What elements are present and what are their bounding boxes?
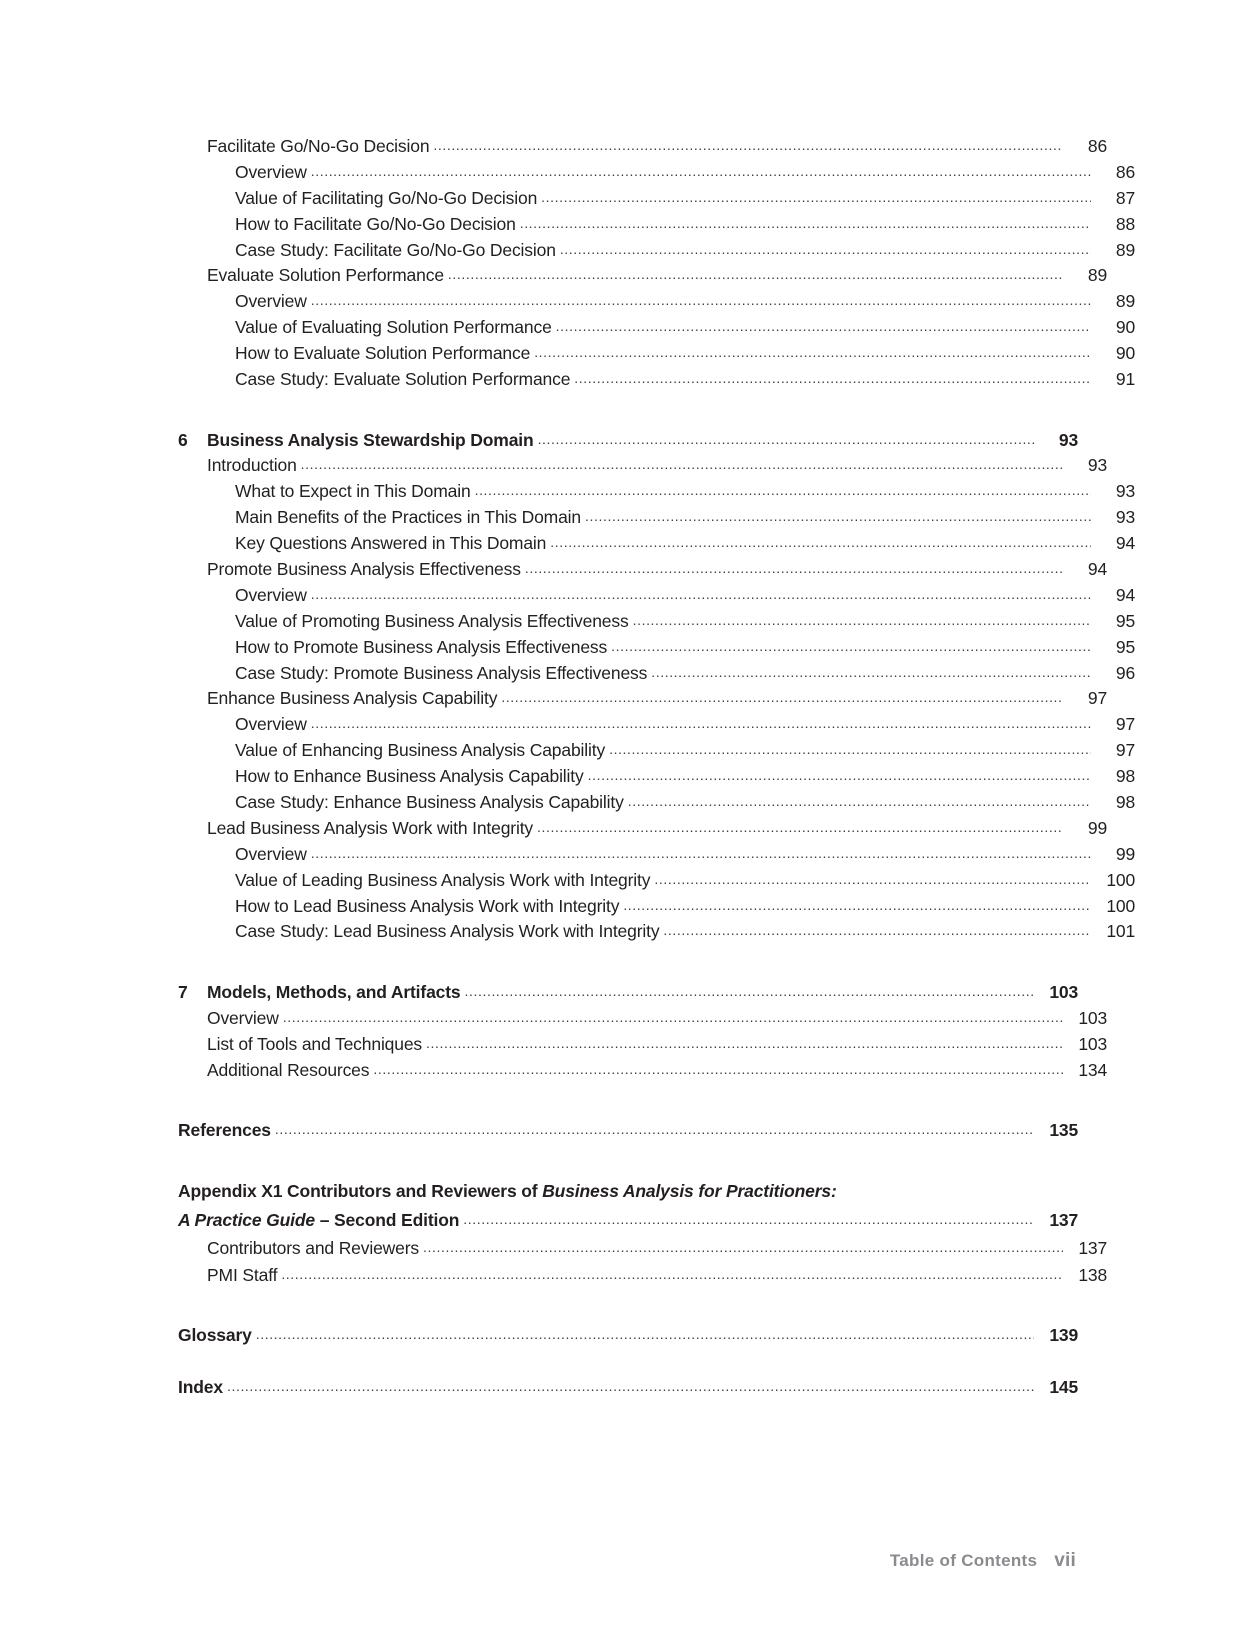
toc-page-number: 135 (1049, 1120, 1078, 1141)
appendix-title-line1 (178, 1180, 1078, 1201)
toc-entry[interactable] (178, 610, 1135, 631)
toc-leader-dots (311, 164, 1091, 178)
toc-entry[interactable] (178, 138, 1107, 156)
toc-page-number: 89 (1115, 239, 1135, 260)
toc-entry[interactable] (178, 1007, 1107, 1028)
toc-entry-label: What to Expect in This Domain (235, 481, 471, 502)
toc-entry[interactable] (178, 457, 1107, 475)
toc-entry-label: How to Evaluate Solution Performance (235, 343, 531, 364)
toc-leader-dots (373, 1062, 1063, 1076)
toc-page-number: 137 (1049, 1210, 1078, 1231)
toc-entry-label: Overview (235, 714, 307, 735)
toc-entry[interactable] (178, 895, 1135, 916)
toc-entry-label: Models, Methods, and Artifacts (207, 981, 461, 1002)
toc-leader-dots (609, 742, 1091, 756)
toc-entry-label: Glossary (178, 1325, 252, 1346)
toc-entry-label: Index (178, 1376, 223, 1397)
toc-leader-dots (628, 794, 1091, 808)
toc-entry[interactable] (178, 584, 1135, 605)
toc-entry-label: Value of Evaluating Solution Performance (235, 317, 552, 338)
toc-page-number: 145 (1049, 1376, 1078, 1397)
toc-page-number: 88 (1115, 213, 1135, 234)
toc-page-number: 134 (1078, 1059, 1107, 1080)
toc-entry[interactable] (178, 742, 1135, 760)
toc-page-number: 98 (1115, 791, 1135, 812)
toc-page-number: 103 (1078, 1007, 1107, 1028)
toc-entry-label: Case Study: Enhance Business Analysis Capability (235, 791, 624, 812)
toc-leader-dots (448, 267, 1063, 281)
toc-leader-dots (465, 984, 1035, 998)
toc-chapter-number: 6 (178, 429, 188, 450)
appendix-title-line2-label (178, 1210, 459, 1231)
toc-leader-dots (633, 613, 1091, 627)
toc-entry-label: Value of Enhancing Business Analysis Capability (235, 740, 606, 761)
toc-entry-label: How to Facilitate Go/No-Go Decision (235, 213, 516, 234)
toc-page-number: 98 (1115, 766, 1135, 787)
toc-leader-dots (311, 846, 1091, 860)
toc-page-number: 103 (1078, 1033, 1107, 1054)
toc-leader-dots (537, 820, 1063, 834)
toc-entry-label: How to Lead Business Analysis Work with Integrity (235, 895, 620, 916)
toc-leader-dots (275, 1122, 1034, 1136)
appendix-title-line2 (178, 1210, 1078, 1231)
toc-page-number: 90 (1115, 343, 1135, 364)
toc-entry-label: Contributors and Reviewers (207, 1238, 420, 1259)
toc-page-number: 139 (1049, 1325, 1078, 1346)
toc-entry[interactable] (178, 1059, 1107, 1080)
toc-leader-dots (281, 1267, 1063, 1281)
toc-leader-dots (550, 535, 1091, 549)
toc-leader-dots (663, 923, 1091, 937)
toc-leader-dots (534, 345, 1091, 359)
toc-leader-dots (541, 190, 1091, 204)
toc-entry-label: References (178, 1120, 271, 1141)
toc-leader-dots (311, 587, 1091, 601)
toc-leader-dots (611, 639, 1091, 653)
appendix-guide-title-part2: A Practice Guide (178, 1210, 316, 1231)
toc-page-number: 89 (1087, 265, 1107, 286)
toc-leader-dots (423, 1240, 1063, 1254)
toc-appendix-entry[interactable] (178, 1180, 1078, 1232)
toc-leader-dots (588, 768, 1091, 782)
toc-page-number: 93 (1058, 429, 1078, 450)
toc-entry-label: Evaluate Solution Performance (207, 265, 444, 286)
toc-entry[interactable] (178, 293, 1135, 311)
toc-page-number: 87 (1115, 187, 1135, 208)
toc-page-number: 101 (1106, 921, 1135, 942)
toc-entry[interactable] (178, 843, 1135, 864)
toc-page-number: 90 (1115, 317, 1135, 338)
toc-page-number: 138 (1078, 1264, 1107, 1285)
toc-entry[interactable] (178, 716, 1135, 734)
toc-page-number: 94 (1115, 533, 1135, 554)
toc-entry-label: Main Benefits of the Practices in This Domain (235, 507, 582, 528)
toc-page-number: 93 (1115, 481, 1135, 502)
toc-entry[interactable] (178, 1033, 1107, 1054)
toc-chapter-number: 7 (178, 981, 188, 1002)
toc-entry[interactable] (178, 239, 1135, 260)
toc-entry[interactable] (178, 690, 1107, 708)
toc-entry[interactable] (178, 1264, 1107, 1285)
toc-entry[interactable] (178, 483, 1135, 501)
toc-entry-label: Overview (235, 161, 307, 182)
toc-leader-dots (623, 898, 1091, 912)
toc-entry[interactable] (178, 817, 1107, 838)
toc-leader-dots (227, 1379, 1034, 1393)
toc-leader-dots (311, 716, 1091, 730)
footer-page-number: vii (1054, 1550, 1076, 1571)
toc-entry[interactable] (178, 923, 1135, 941)
toc-entry-label: PMI Staff (207, 1264, 278, 1285)
toc-leader-dots (501, 690, 1063, 704)
toc-entry[interactable] (178, 791, 1135, 812)
toc-leader-dots (463, 1211, 1034, 1227)
toc-page-number: 93 (1087, 455, 1107, 476)
toc-page-number: 100 (1106, 869, 1135, 890)
toc-leader-dots (256, 1327, 1034, 1341)
toc-entry-label: Overview (207, 1007, 279, 1028)
toc-leader-dots (556, 319, 1091, 333)
toc-entry-label: Overview (235, 291, 307, 312)
toc-entry[interactable] (178, 1327, 1078, 1345)
footer-title: Table of Contents (889, 1551, 1038, 1570)
toc-entry[interactable] (178, 1240, 1107, 1258)
toc-entry-label: Case Study: Evaluate Solution Performance (235, 369, 571, 390)
toc-entry[interactable] (178, 371, 1135, 389)
toc-leader-dots (585, 509, 1091, 523)
toc-page-number: 99 (1115, 843, 1135, 864)
toc-entry-label: Business Analysis Stewardship Domain (207, 429, 534, 450)
toc-entry[interactable] (178, 429, 1078, 450)
toc-entry-label: Case Study: Promote Business Analysis Effectiveness (235, 662, 648, 683)
toc-entry-label: How to Enhance Business Analysis Capability (235, 766, 584, 787)
toc-page-number: 95 (1115, 636, 1135, 657)
toc-page-number: 97 (1115, 714, 1135, 735)
toc-entry-label: Key Questions Answered in This Domain (235, 533, 547, 554)
toc-page-number: 99 (1087, 817, 1107, 838)
toc-entry[interactable] (178, 509, 1135, 527)
toc-entry[interactable] (178, 558, 1107, 579)
toc-leader-dots (301, 457, 1063, 471)
page-footer (890, 1550, 1076, 1572)
toc-page-number: 86 (1087, 136, 1107, 156)
toc-entry[interactable] (178, 1122, 1078, 1140)
toc-entry-label: Value of Leading Business Analysis Work with Integrity (235, 869, 651, 890)
toc-entry[interactable] (178, 636, 1135, 657)
toc-entry[interactable] (178, 345, 1135, 363)
toc-page-number: 93 (1115, 507, 1135, 528)
toc-entry-label: List of Tools and Techniques (207, 1033, 423, 1054)
toc-leader-dots (654, 872, 1091, 886)
toc-page-number: 97 (1115, 740, 1135, 761)
toc-entry-label: Additional Resources (207, 1059, 370, 1080)
toc-entry[interactable] (178, 187, 1135, 208)
appendix-edition-suffix: – Second Edition (315, 1210, 460, 1231)
toc-entry-label: Lead Business Analysis Work with Integrity (207, 817, 534, 838)
toc-page-number: 97 (1087, 688, 1107, 709)
toc-entry-label: Promote Business Analysis Effectiveness (207, 558, 521, 579)
toc-leader-dots (283, 1010, 1063, 1024)
appendix-title-prefix: Appendix X1 Contributors and Reviewers of (178, 1180, 543, 1201)
toc-leader-dots (574, 371, 1091, 385)
toc-entry-label: How to Promote Business Analysis Effectiveness (235, 636, 608, 657)
toc-page-number: 95 (1115, 610, 1135, 631)
toc-leader-dots (651, 665, 1091, 679)
toc-leader-dots (475, 483, 1091, 497)
toc-page-number: 94 (1087, 558, 1107, 579)
toc-page-number: 103 (1049, 981, 1078, 1002)
toc-leader-dots (538, 432, 1034, 446)
toc-page-number: 100 (1106, 895, 1135, 916)
toc-leader-dots (311, 293, 1091, 307)
appendix-guide-title-part1: Business Analysis for Practitioners: (542, 1180, 837, 1201)
toc-leader-dots (426, 1036, 1063, 1050)
toc-page-number: 89 (1115, 291, 1135, 312)
toc-page-number: 137 (1078, 1238, 1107, 1259)
toc-page-number: 96 (1115, 662, 1135, 683)
toc-entry-list (178, 136, 1135, 1397)
toc-entry[interactable] (178, 161, 1135, 182)
toc-entry-label: Introduction (207, 455, 297, 476)
toc-entry-label: Case Study: Lead Business Analysis Work with Integrity (235, 921, 660, 942)
toc-entry[interactable] (178, 662, 1135, 683)
toc-entry-label: Overview (235, 584, 307, 605)
toc-entry-label: Case Study: Facilitate Go/No-Go Decision (235, 239, 556, 260)
toc-entry-label: Facilitate Go/No-Go Decision (207, 136, 430, 156)
toc-page-number: 91 (1115, 369, 1135, 390)
toc-entry[interactable] (178, 768, 1135, 786)
toc-leader-dots (433, 138, 1063, 152)
toc-entry[interactable] (178, 267, 1107, 285)
toc-page-number: 86 (1115, 161, 1135, 182)
toc-entry-label: Value of Facilitating Go/No-Go Decision (235, 187, 538, 208)
toc-leader-dots (520, 216, 1091, 230)
toc-leader-dots (560, 242, 1091, 256)
toc-entry[interactable] (178, 213, 1135, 234)
toc-entry[interactable] (178, 869, 1135, 890)
toc-entry[interactable] (178, 319, 1135, 337)
toc-page-number: 94 (1115, 584, 1135, 605)
toc-leader-dots (525, 561, 1063, 575)
toc-entry[interactable] (178, 535, 1135, 553)
toc-entry-label: Enhance Business Analysis Capability (207, 688, 498, 709)
toc-entry-label: Overview (235, 843, 307, 864)
toc-entry[interactable] (178, 1376, 1078, 1397)
toc-entry[interactable] (178, 981, 1078, 1002)
toc-entry-label: Value of Promoting Business Analysis Effectiveness (235, 610, 629, 631)
